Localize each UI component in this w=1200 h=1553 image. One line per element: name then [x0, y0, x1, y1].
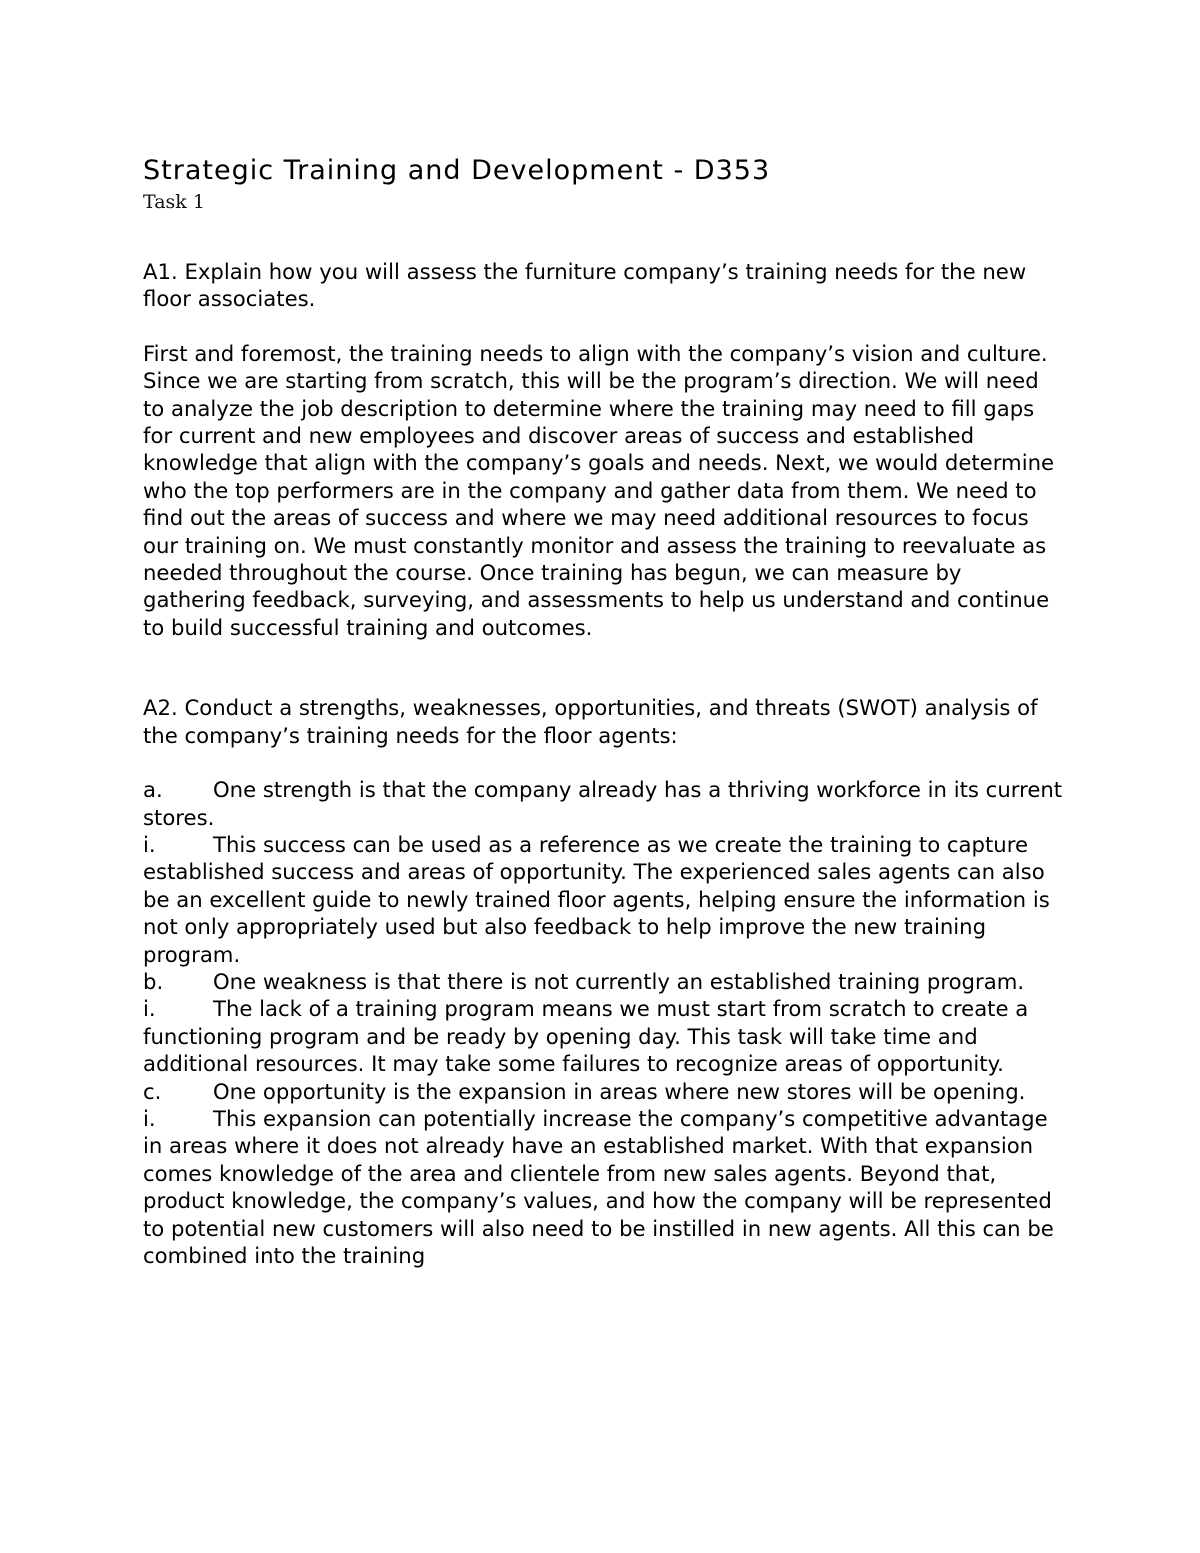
- document-title: Strategic Training and Development - D353: [143, 155, 771, 186]
- list-item-text: This success can be used as a reference as we create the training to capture established success and areas of opportunity. The experienced sales agents can also be an excellent guide to newly trained floor agents, helping ensure the information is not only appropriately used but also feedback to help improve the new training program.: [143, 831, 1050, 967]
- list-item: [143, 968, 1063, 995]
- list-item: [143, 995, 1063, 1077]
- list-marker: b.: [143, 968, 164, 994]
- list-marker: i.: [143, 831, 156, 857]
- list-item-text: One opportunity is the expansion in areas where new stores will be opening.: [213, 1078, 1026, 1104]
- document-page: [143, 153, 1063, 1269]
- a1-question: A1. Explain how you will assess the furniture company’s training needs for the new floor associates.: [143, 259, 1027, 312]
- a2-question: A2. Conduct a strengths, weaknesses, opportunities, and threats (SWOT) analysis of the company’s training needs for the floor agents:: [143, 695, 1038, 748]
- list-item-text: The lack of a training program means we must start from scratch to create a functioning program and be ready by opening day. This task will take time and additional resources. It may take some failures to recognize areas of opportunity.: [143, 996, 1029, 1077]
- spacer: [143, 641, 1063, 694]
- list-marker: a.: [143, 777, 163, 803]
- document-subtitle: Task 1: [143, 191, 205, 213]
- list-item-text: This expansion can potentially increase the company’s competitive advantage in areas where it does not already have an established market. With that expansion comes knowledge of the area and clientele from new sales agents. Beyond that, product knowledge, the company’s values, and how the company will be represented to potential new customers will also need to be instilled in new agents. All this can be combined into the training: [143, 1105, 1054, 1268]
- list-item: [143, 1078, 1063, 1105]
- list-item-text: One strength is that the company already has a thriving workforce in its current stores.: [143, 777, 1063, 830]
- spacer: [143, 749, 1063, 776]
- swot-list: [143, 776, 1063, 1269]
- spacer: [143, 313, 1063, 340]
- list-marker: i.: [143, 996, 156, 1022]
- list-item: [143, 776, 1063, 831]
- a1-answer: First and foremost, the training needs to align with the company’s vision and culture. Since we are starting from scratch, this will be the program’s direction. We will need to analyze the job description to determine where the training may need to fill gaps for current and new employees and discover areas of success and established knowledge that align with the company’s goals and needs. Next, we would determine who the top performers are in the company and gather data from them. We need to find out the areas of success and where we may need additional resources to focus our training on. We must constantly monitor and assess the training to reevaluate as needed throughout the course. Once training has begun, we can measure by gathering feedback, surveying, and assessments to help us understand and continue to build successful training and outcomes.: [143, 340, 1055, 640]
- list-item: [143, 1105, 1063, 1269]
- list-marker: c.: [143, 1078, 162, 1104]
- list-item: [143, 831, 1063, 968]
- list-marker: i.: [143, 1105, 156, 1131]
- list-item-text: One weakness is that there is not currently an established training program.: [213, 968, 1025, 994]
